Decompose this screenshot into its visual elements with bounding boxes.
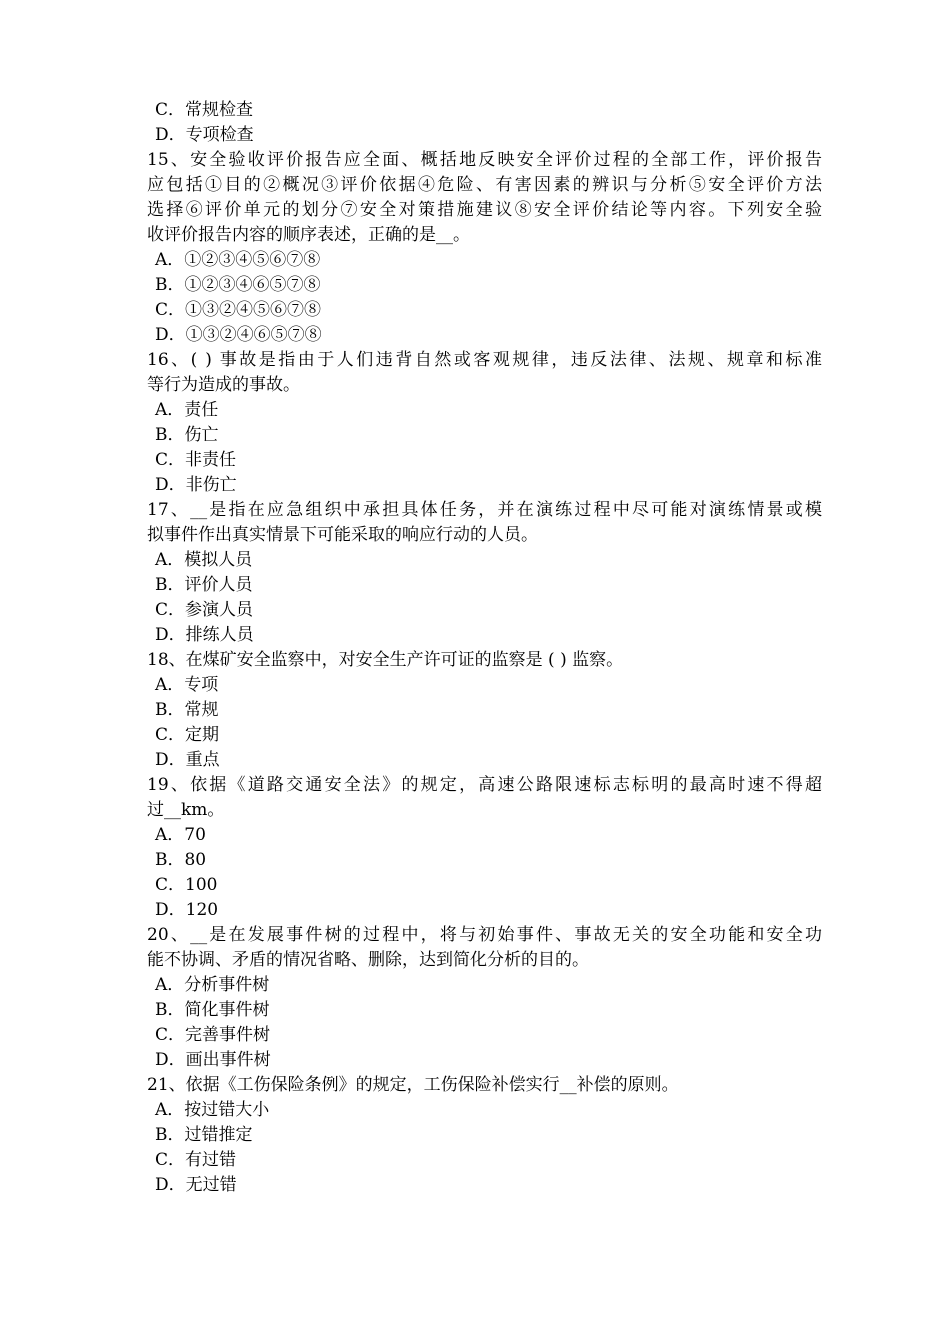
answer-option: B．①②③④⑥⑤⑦⑧ (155, 275, 321, 295)
answer-option: A．模拟人员 (155, 550, 253, 570)
answer-option: D．画出事件树 (155, 1050, 271, 1070)
answer-option: D．①③②④⑥⑤⑦⑧ (155, 325, 322, 345)
document-page (147, 98, 822, 1198)
answer-option: C．定期 (155, 725, 220, 745)
question-line: 20、__是在发展事件树的过程中，将与初始事件、事故无关的安全功能和安全功 (147, 925, 822, 945)
answer-option: B．简化事件树 (155, 1000, 270, 1020)
answer-option: B．80 (155, 850, 207, 870)
question-text (147, 1073, 822, 1098)
answer-option: C．①③②④⑤⑥⑦⑧ (155, 300, 322, 320)
answer-option: B．评价人员 (155, 575, 253, 595)
question-line: 拟事件作出真实情景下可能采取的响应行动的人员。 (147, 525, 538, 545)
answer-option: D．非伤亡 (155, 475, 237, 495)
answer-option: A．按过错大小 (155, 1100, 270, 1120)
answer-option: C．参演人员 (155, 600, 254, 620)
answer-option: A．责任 (155, 400, 219, 420)
question-text (147, 773, 822, 823)
question-text (147, 348, 822, 398)
question-text (147, 923, 822, 973)
answer-option: A．70 (155, 825, 206, 845)
answer-option: A．①②③④⑤⑥⑦⑧ (155, 250, 321, 270)
answer-option: D．120 (155, 900, 219, 920)
answer-option: C．100 (155, 875, 218, 895)
answer-option: A．专项 (155, 675, 219, 695)
question-line: 过__km。 (147, 800, 225, 820)
question-text (147, 498, 822, 548)
answer-option: D．专项检查 (155, 125, 254, 145)
answer-option: A．分析事件树 (155, 975, 270, 995)
question-line: 21、依据《工伤保险条例》的规定，工伤保险补偿实行__补偿的原则。 (147, 1075, 679, 1095)
answer-option: C．有过错 (155, 1150, 237, 1170)
answer-option: C．非责任 (155, 450, 237, 470)
question-line: 18、在煤矿安全监察中，对安全生产许可证的监察是 ( ) 监察。 (147, 650, 624, 670)
question-line: 收评价报告内容的顺序表述，正确的是__。 (147, 225, 470, 245)
question-line: 19、依据《道路交通安全法》的规定，高速公路限速标志标明的最高时速不得超 (147, 775, 822, 795)
answer-option: C．完善事件树 (155, 1025, 271, 1045)
question-line: 能不协调、矛盾的情况省略、删除，达到简化分析的目的。 (147, 950, 589, 970)
question-line: 15、安全验收评价报告应全面、概括地反映安全评价过程的全部工作，评价报告 (147, 150, 822, 170)
answer-option: D．重点 (155, 750, 220, 770)
question-text (147, 148, 822, 248)
question-line: 17、__是指在应急组织中承担具体任务，并在演练过程中尽可能对演练情景或模 (147, 500, 822, 520)
answer-option: D．无过错 (155, 1175, 237, 1195)
answer-option: C．常规检查 (155, 100, 254, 120)
question-line: 16、( ) 事故是指由于人们违背自然或客观规律，违反法律、法规、规章和标准 (147, 350, 822, 370)
question-line: 选择⑥评价单元的划分⑦安全对策措施建议⑧安全评价结论等内容。下列安全验 (147, 200, 822, 220)
answer-option: B．过错推定 (155, 1125, 253, 1145)
question-text (147, 648, 822, 673)
answer-option: B．伤亡 (155, 425, 219, 445)
question-line: 等行为造成的事故。 (147, 375, 300, 395)
answer-option: D．排练人员 (155, 625, 254, 645)
question-line: 应包括①目的②概况③评价依据④危险、有害因素的辨识与分析⑤安全评价方法 (147, 175, 822, 195)
answer-option: B．常规 (155, 700, 219, 720)
